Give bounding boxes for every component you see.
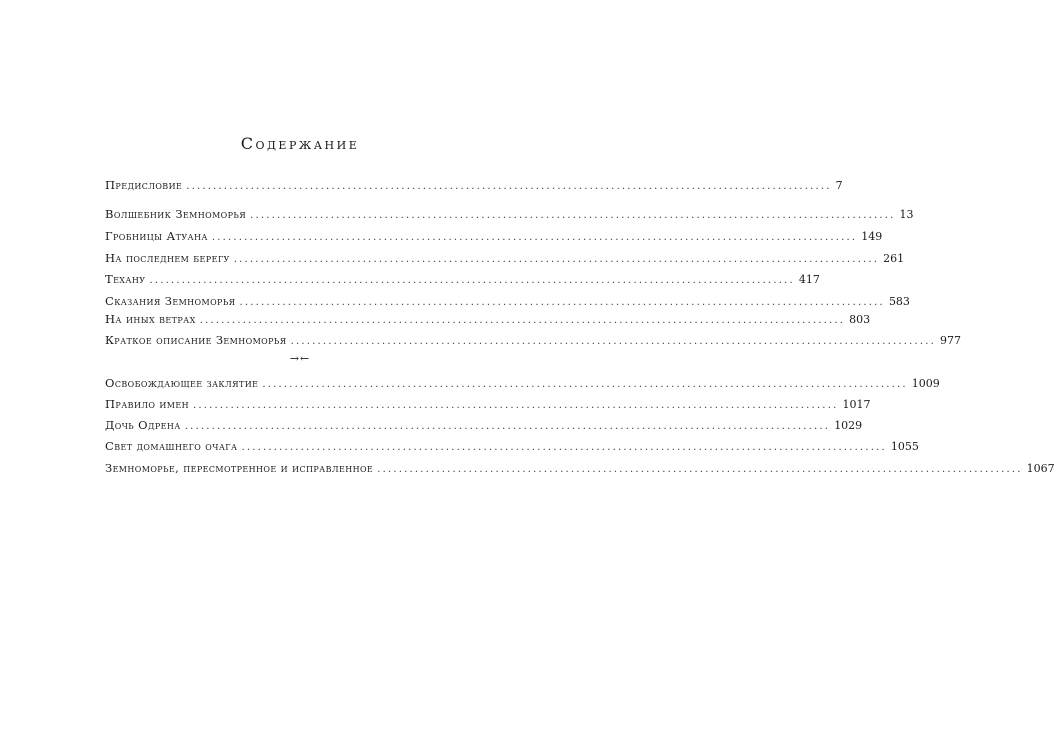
section-divider: →← bbox=[289, 352, 311, 365]
toc-entry-page: 1067 bbox=[1026, 462, 1055, 475]
toc-entry-page: 261 bbox=[883, 252, 905, 265]
toc-entry[interactable] bbox=[105, 206, 914, 222]
toc-entry-title: Освобождающее заклятие bbox=[105, 376, 259, 390]
toc-leader-dots: ........................................................................................................................ bbox=[377, 464, 1023, 475]
toc-entry-title: Гробницы Атуана bbox=[105, 229, 208, 243]
toc-entry[interactable] bbox=[105, 271, 820, 287]
toc-entry[interactable] bbox=[105, 375, 940, 391]
toc-entry-title: Предисловие bbox=[105, 178, 183, 192]
toc-entry-title: Правило имен bbox=[105, 397, 189, 411]
toc-leader-dots: ........................................................................................................................ bbox=[186, 181, 832, 192]
toc-leader-dots: ........................................................................................................................ bbox=[241, 442, 887, 453]
toc-entry-title: Земноморье, пересмотренное и исправленное bbox=[105, 461, 374, 475]
toc-leader-dots: ........................................................................................................................ bbox=[290, 336, 937, 347]
toc-entry-title: Техану bbox=[105, 272, 146, 286]
toc-entry-title: Свет домашнего очага bbox=[105, 439, 238, 453]
toc-leader-dots: ........................................................................................................................ bbox=[149, 275, 795, 286]
toc-entry[interactable] bbox=[105, 293, 910, 309]
toc-entry-page: 149 bbox=[861, 230, 883, 243]
toc-entry[interactable] bbox=[105, 417, 863, 433]
toc-entry[interactable] bbox=[105, 311, 871, 327]
toc-entry[interactable] bbox=[105, 396, 871, 412]
toc-entry[interactable] bbox=[105, 332, 962, 348]
toc-entry-page: 417 bbox=[798, 273, 820, 286]
toc-entry-page: 1017 bbox=[842, 398, 871, 411]
toc-entry[interactable] bbox=[105, 438, 919, 454]
page-title: Содержание bbox=[240, 134, 360, 153]
toc-leader-dots: ........................................................................................................................ bbox=[250, 210, 896, 221]
toc-entry-title: На иных ветрах bbox=[105, 312, 196, 326]
toc-entry-page: 1029 bbox=[834, 419, 863, 432]
toc-entry-page: 1009 bbox=[911, 377, 940, 390]
toc-entry-title: На последнем берегу bbox=[105, 251, 230, 265]
toc-entry-title: Краткое описание Земноморья bbox=[105, 333, 287, 347]
toc-entry[interactable] bbox=[105, 250, 905, 266]
toc-leader-dots: ........................................................................................................................ bbox=[239, 297, 885, 308]
toc-entry-page: 583 bbox=[888, 295, 910, 308]
toc-entry[interactable] bbox=[105, 460, 1055, 476]
toc-leader-dots: ........................................................................................................................ bbox=[184, 421, 831, 432]
toc-entry-title: Дочь Одрена bbox=[105, 418, 181, 432]
toc-entry-page: 1055 bbox=[890, 440, 919, 453]
toc-entry-page: 13 bbox=[899, 208, 914, 221]
toc-entry[interactable] bbox=[105, 228, 883, 244]
toc-leader-dots: ........................................................................................................................ bbox=[233, 254, 880, 265]
toc-leader-dots: ........................................................................................................................ bbox=[193, 400, 839, 411]
toc-entry-title: Сказания Земноморья bbox=[105, 294, 236, 308]
toc-entry-page: 7 bbox=[835, 179, 843, 192]
toc-leader-dots: ........................................................................................................................ bbox=[262, 379, 908, 390]
toc-leader-dots: ........................................................................................................................ bbox=[199, 315, 846, 326]
toc-entry-page: 977 bbox=[940, 334, 962, 347]
toc-entry-page: 803 bbox=[849, 313, 871, 326]
toc-leader-dots: ........................................................................................................................ bbox=[211, 232, 858, 243]
toc-entry-title: Волшебник Земноморья bbox=[105, 207, 247, 221]
toc-entry[interactable] bbox=[105, 177, 843, 193]
